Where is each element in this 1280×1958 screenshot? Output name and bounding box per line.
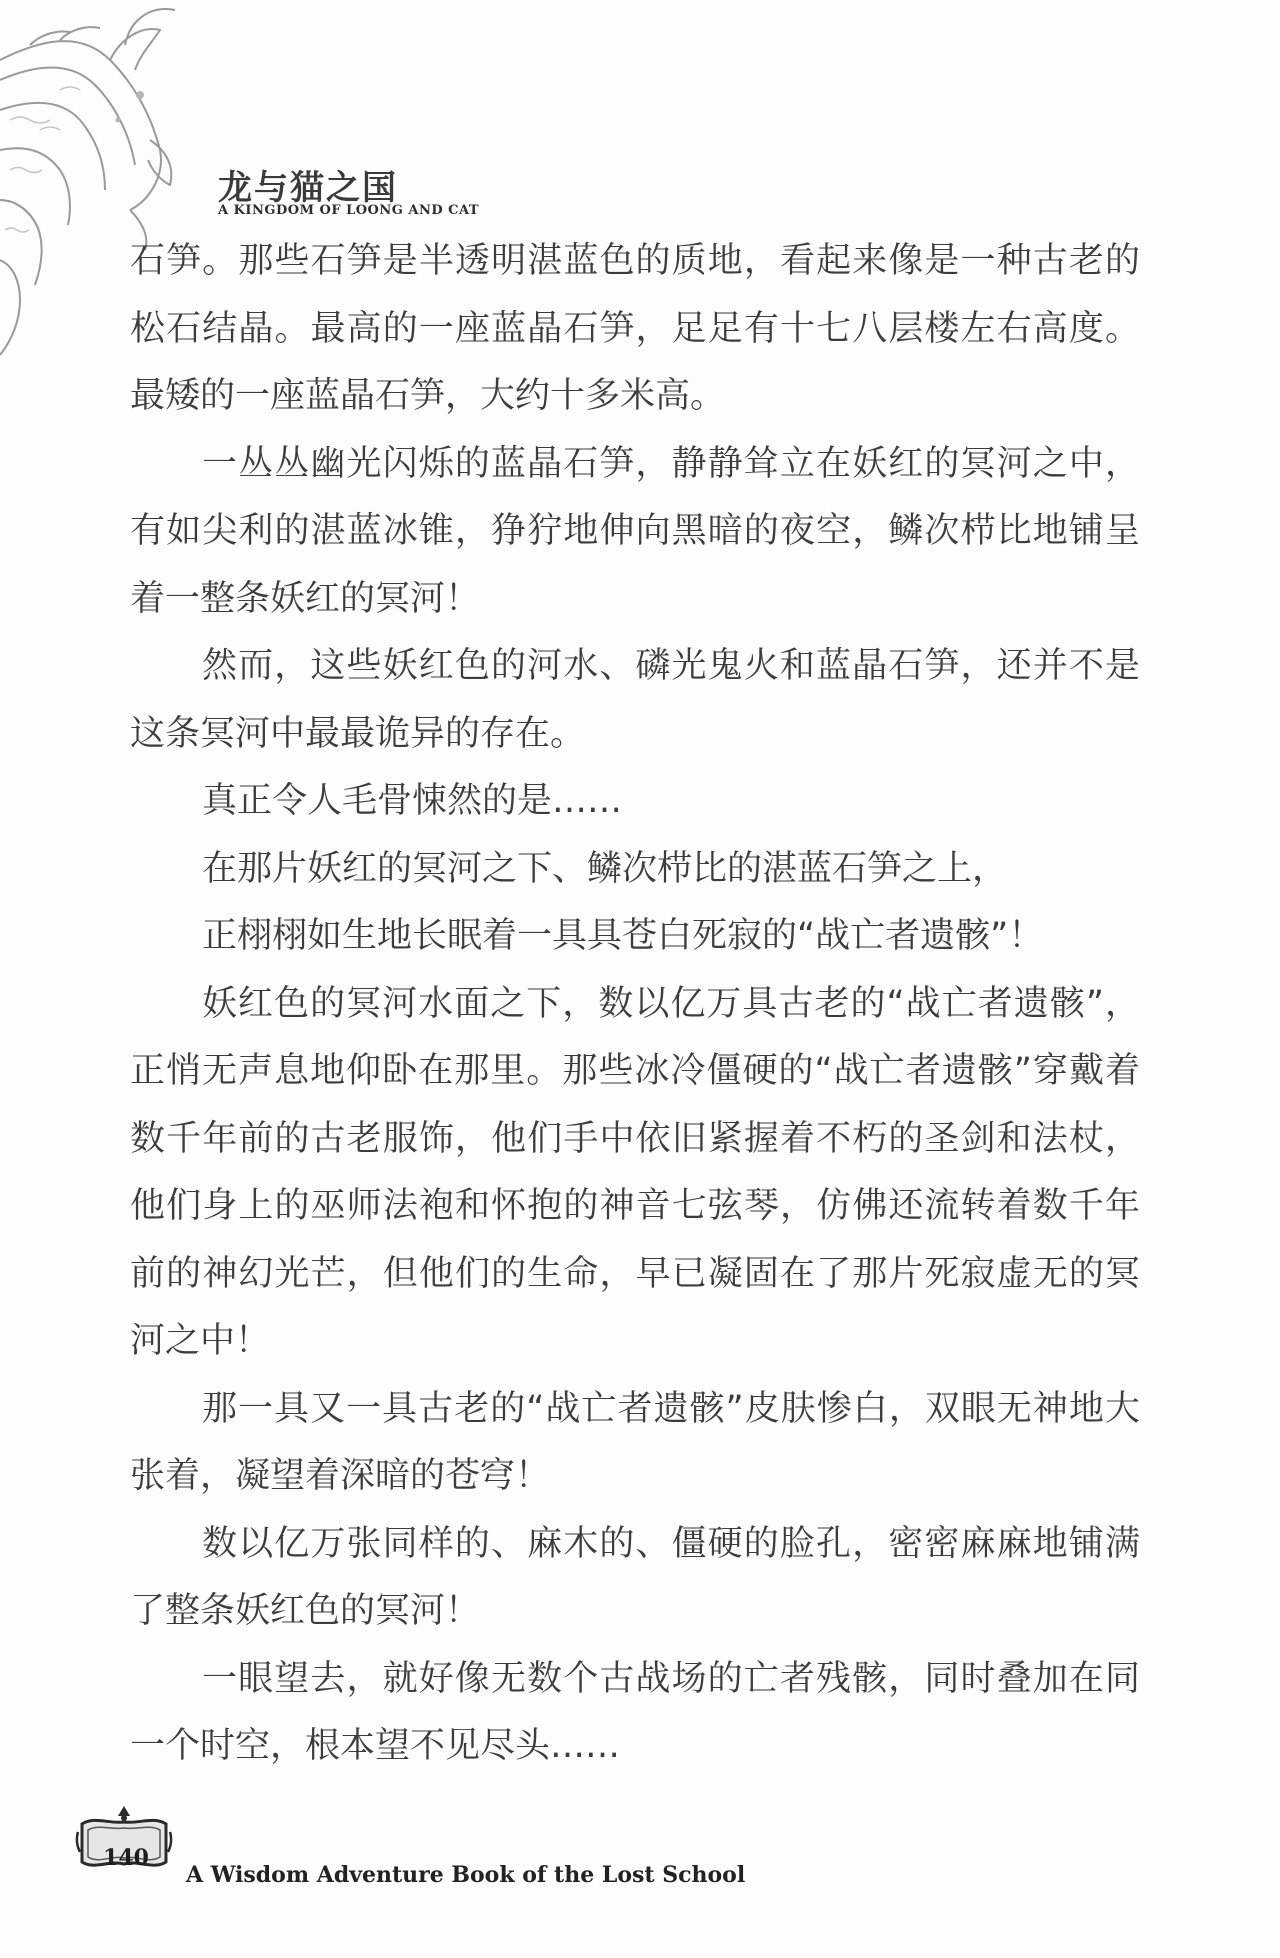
footer-book-title: A Wisdom Adventure Book of the Lost School: [186, 1862, 746, 1888]
book-series-title: 龙与猫之国: [218, 168, 398, 208]
paragraph: 正栩栩如生地长眠着一具具苍白死寂的“战亡者遗骸”！: [202, 916, 1044, 956]
book-series-subtitle: A KINGDOM OF LOONG AND CAT: [218, 203, 480, 218]
paragraph: 数以亿万张同样的、麻木的、僵硬的脸孔，密密麻麻地铺满了整条妖红色的冥河！: [130, 1523, 1140, 1631]
paragraph: 妖红色的冥河水面之下，数以亿万具古老的“战亡者遗骸”，正悄无声息地仰卧在那里。那些冰冷僵硬的“战亡者遗骸”穿戴着数千年前的古老服饰，他们手中依旧紧握着不朽的圣剑和法杖，他们身上的巫师法袍和怀抱的神音七弦琴，仿佛还流转着数千年前的神幻光芒，但他们的生命，早已凝固在了那片死寂虚无的冥河之中！: [130, 983, 1140, 1361]
paragraph: 石笋。那些石笋是半透明湛蓝色的质地，看起来像是一种古老的松石结晶。最高的一座蓝晶石笋，足足有十七八层楼左右高度。最矮的一座蓝晶石笋，大约十多米高。: [130, 241, 1140, 416]
body-text: [130, 228, 1140, 1781]
paragraph: 那一具又一具古老的“战亡者遗骸”皮肤惨白，双眼无神地大张着，凝望着深暗的苍穹！: [130, 1388, 1140, 1496]
paragraph: 然而，这些妖红色的河水、磷光鬼火和蓝晶石笋，还并不是这条冥河中最最诡异的存在。: [130, 646, 1140, 754]
paragraph: 真正令人毛骨悚然的是……: [202, 781, 623, 821]
page-number: 140: [103, 1845, 149, 1871]
paragraph: 一丛丛幽光闪烁的蓝晶石笋，静静耸立在妖红的冥河之中，有如尖利的湛蓝冰锥，狰狞地伸向黑暗的夜空，鳞次栉比地铺呈着一整条妖红的冥河！: [130, 443, 1140, 619]
paragraph: 在那片妖红的冥河之下、鳞次栉比的湛蓝石笋之上，: [202, 848, 1008, 889]
paragraph: 一眼望去，就好像无数个古战场的亡者残骸，同时叠加在同一个时空，根本望不见尽头……: [130, 1658, 1140, 1766]
